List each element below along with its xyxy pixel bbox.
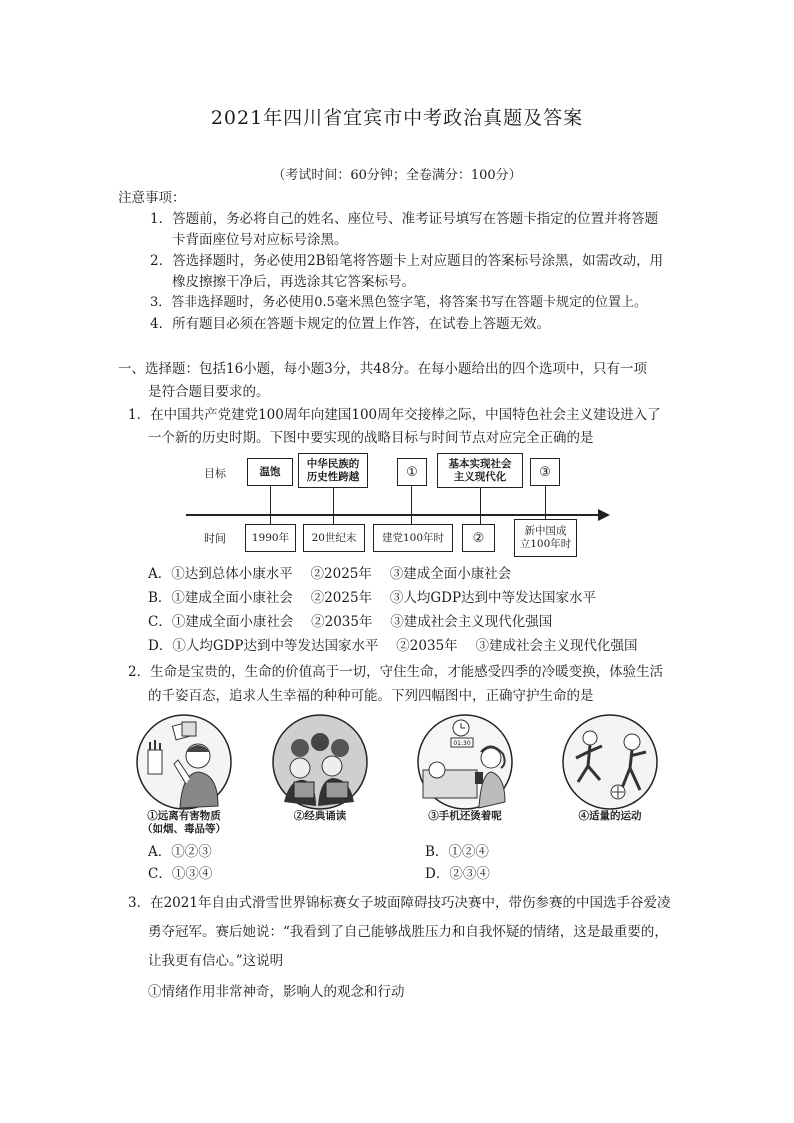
option-a: A．①达到总体小康水平 ②2025年 ③建成全面小康社会 xyxy=(148,566,512,582)
notice-line: 3．答非选择题时，务必使用0.5毫米黑色签字笔，将答案书写在答题卡规定的位置上。 xyxy=(150,295,647,310)
caption-2: ②经典诵读 xyxy=(293,810,347,822)
time-box-party-centenary: 建党100年时 xyxy=(373,524,453,552)
section-heading-cont: 是符合题目要求的。 xyxy=(148,384,270,400)
notice-line: 1．答题前，务必将自己的姓名、座位号、准考证号填写在答题卡指定的位置并将答题 xyxy=(150,211,659,227)
question-3-stem-cont: 勇夺冠军。赛后她说：“我看到了自己能够战胜压力和自我怀疑的情绪，这是最重要的， xyxy=(148,924,668,940)
question-1-stem: 1．在中国共产党建党100周年向建国100周年交接棒之际，中国特色社会主义建设进入了 xyxy=(128,407,661,423)
timeline-axis xyxy=(186,514,602,516)
connector-line xyxy=(480,488,481,514)
connector-line xyxy=(270,486,271,514)
question-2-stem-cont: 的千姿百态，追求人生幸福的种种可能。下列四幅图中，正确守护生命的是 xyxy=(148,688,594,704)
goal-box-wenbao: 温饱 xyxy=(247,458,293,486)
question-3-item-1: ①情绪作用非常神奇，影响人的观念和行动 xyxy=(148,984,405,1000)
connector-line xyxy=(333,488,334,514)
svg-text:01:30: 01:30 xyxy=(453,740,471,747)
q2-option-a: A．①②③ xyxy=(148,844,212,860)
goal-box-modernization: 基本实现社会 主义现代化 xyxy=(437,453,523,488)
time-box-20th-century-end: 20世纪末 xyxy=(303,524,365,552)
question-3-stem: 3．在2021年自由式滑雪世界锦标赛女子坡面障碍技巧决赛中，带伤参赛的中国选手谷爱凌 xyxy=(128,895,671,911)
notice-line: 2．答选择题时，务必使用2B铅笔将答题卡上对应题目的答案标号涂黑，如需改动，用 xyxy=(150,253,664,269)
q2-option-d: D．②③④ xyxy=(425,866,490,882)
section-heading: 一、选择题：包括16小题，每小题3分，共48分。在每小题给出的四个选项中，只有一项 xyxy=(118,361,647,377)
goal-box-blank-1: ① xyxy=(397,458,427,486)
exam-subtitle: （考试时间：60分钟；全卷满分：100分） xyxy=(272,168,522,183)
goal-box-historic-leap: 中华民族的 历史性跨越 xyxy=(298,453,368,488)
time-box-blank-2: ② xyxy=(462,524,495,552)
connector-line xyxy=(333,514,334,524)
q2-option-c: C．①③④ xyxy=(148,866,213,882)
option-c: C．①建成全面小康社会 ②2035年 ③建成社会主义现代化强国 xyxy=(148,614,553,630)
q2-option-b: B．①②④ xyxy=(425,844,489,860)
strategy-timeline-diagram xyxy=(190,452,620,562)
arrow-right-icon xyxy=(598,509,610,521)
time-box-1990: 1990年 xyxy=(245,524,296,552)
time-row-label: 时间 xyxy=(204,532,226,545)
option-d: D．①人均GDP达到中等发达国家水平 ②2035年 ③建成社会主义现代化强国 xyxy=(148,638,638,654)
connector-line xyxy=(480,514,481,524)
goal-box-blank-3: ③ xyxy=(530,458,560,486)
moderate-exercise-illustration xyxy=(560,712,660,812)
time-box-prc-centenary: 新中国成 立100年时 xyxy=(514,519,577,557)
connector-line xyxy=(270,514,271,524)
caption-4: ④适量的运动 xyxy=(578,810,642,822)
phone-overuse-illustration xyxy=(415,712,515,812)
connector-line xyxy=(411,514,412,524)
connector-line xyxy=(411,486,412,514)
classic-reading-illustration xyxy=(270,712,370,812)
notice-line: 卡背面座位号对应标号涂黑。 xyxy=(172,232,348,248)
question-2-stem: 2．生命是宝贵的，生命的价值高于一切，守住生命，才能感受四季的冷暖变换，体验生活 xyxy=(128,664,664,680)
notice-heading: 注意事项： xyxy=(118,190,186,206)
option-b: B．①建成全面小康社会 ②2025年 ③人均GDP达到中等发达国家水平 xyxy=(148,590,597,606)
notice-line: 橡皮擦擦干净后，再选涂其它答案标号。 xyxy=(172,274,415,290)
refuse-harmful-substances-illustration xyxy=(134,712,234,812)
question-1-stem-cont: 一个新的历史时期。下图中要实现的战略目标与时间节点对应完全正确的是 xyxy=(148,430,594,446)
notice-line: 4．所有题目必须在答题卡规定的位置上作答，在试卷上答题无效。 xyxy=(150,316,551,332)
goal-row-label: 目标 xyxy=(204,467,226,480)
page-title: 2021年四川省宜宾市中考政治真题及答案 xyxy=(210,107,584,129)
question-3-stem-cont: 让我更有信心。”这说明 xyxy=(148,953,284,969)
caption-1: ①远离有害物质 （如烟、毒品等） xyxy=(142,810,226,835)
caption-3: ③手机还烫着呢 xyxy=(428,810,502,822)
connector-line xyxy=(545,486,546,514)
